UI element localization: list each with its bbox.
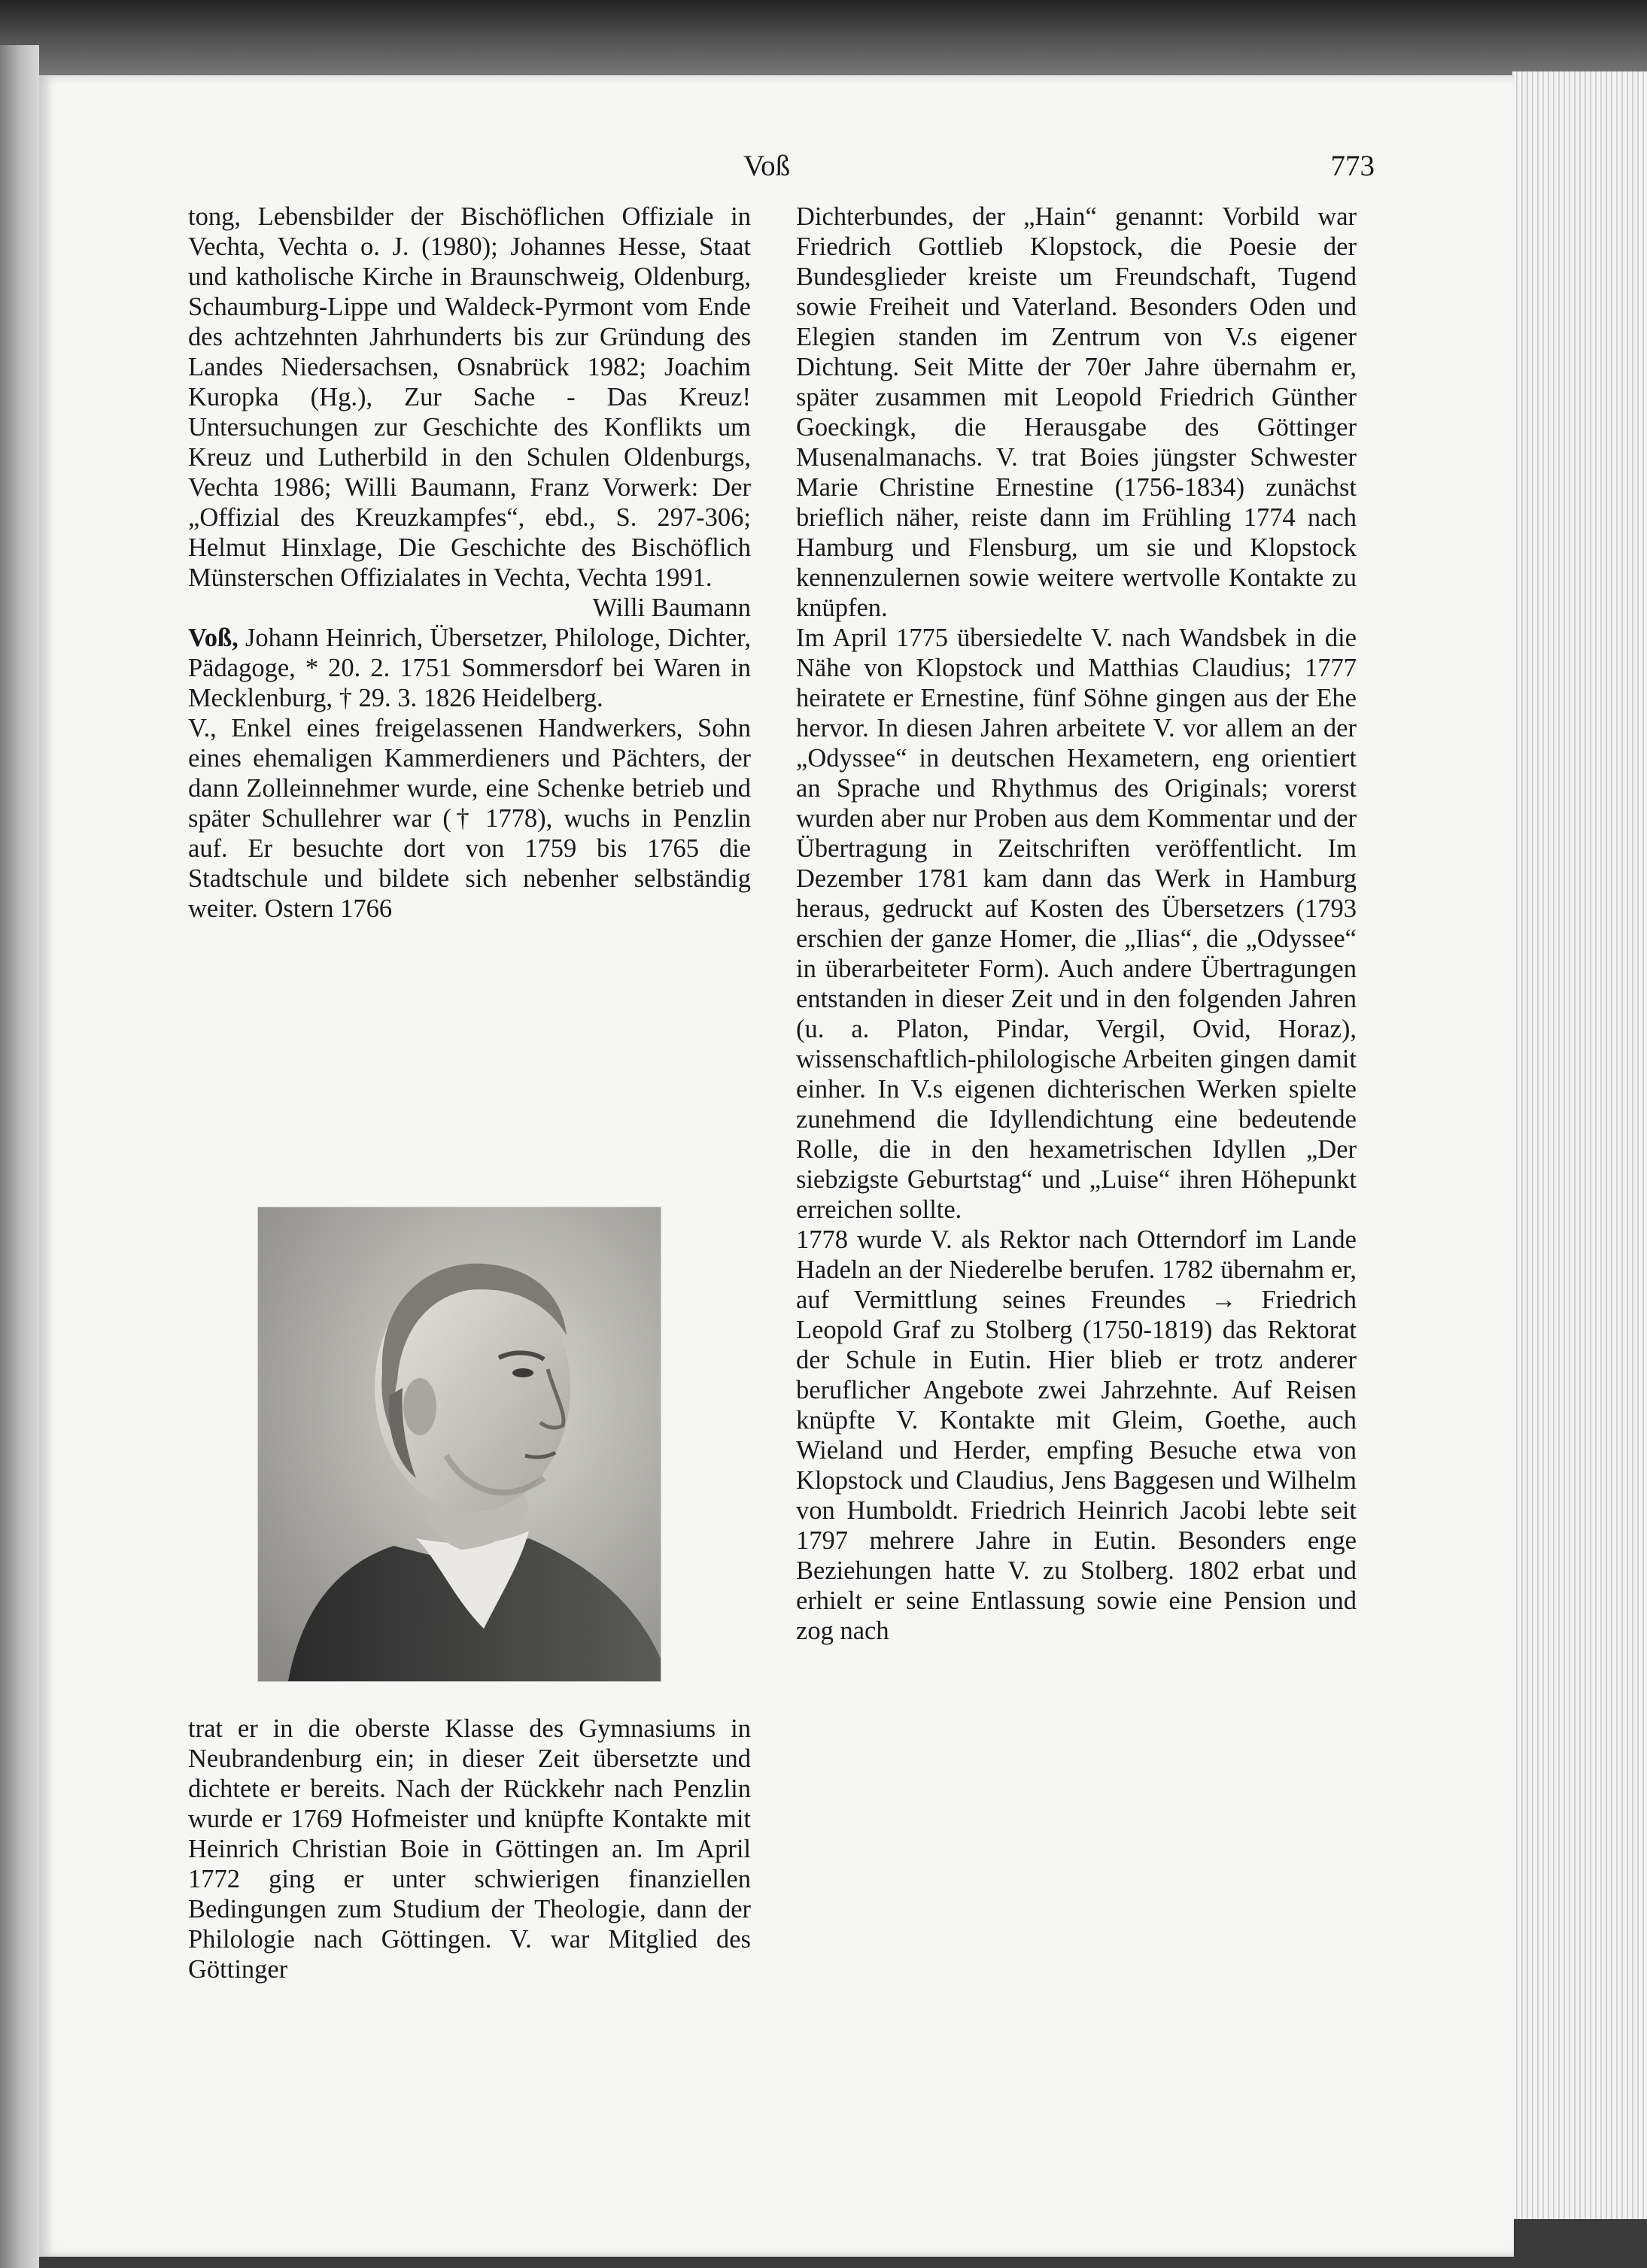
entry-header (188, 623, 751, 713)
left-column-top (188, 202, 751, 924)
running-header (0, 149, 1647, 194)
scan-top-band (0, 0, 1647, 75)
entry-name: Voß, (188, 624, 239, 652)
portrait-image (258, 1207, 661, 1681)
biography-paragraph-continued: trat er in die oberste Klasse des Gymnasiums in Neubrandenburg ein; in dieser Zeit übersetzte und dichtete er bereits. Nach der Rückkehr nach Penzlin wurde er 1769 Hofmeister und knüpfte Kontakte mit Heinrich Christian Boie in Göttingen an. Im April 1772 ging er unter schwierigen finanziellen Bedingungen zum Studium der Theologie, dann der Philologie nach Göttingen. V. war Mitglied des Göttinger (188, 1714, 751, 1984)
portrait-engraving (258, 1207, 661, 1681)
biography-paragraph: V., Enkel eines freigelassenen Handwerkers, Sohn eines ehemaligen Kammerdieners und Pächters, der dann Zolleinnehmer wurde, eine Schenke betrieb und später Schullehrer war († 1778), wuchs in Penzlin auf. Er besuchte dort von 1759 bis 1765 die Stadtschule und bildete sich nebenher selbständig weiter. Ostern 1766 (188, 714, 751, 923)
left-column-bottom (188, 1714, 751, 1984)
page-number: 773 (1330, 150, 1375, 182)
entry-intro: Johann Heinrich, Übersetzer, Philologe, Dichter, Pädagoge, * 20. 2. 1751 Sommersdorf bei Waren in Mecklenburg, † 29. 3. 1826 Heidelberg. (188, 624, 751, 712)
bibliography-text: tong, Lebensbilder der Bischöflichen Offiziale in Vechta, Vechta o. J. (1980); Johannes Hesse, Staat und katholische Kirche in Braunschweig, Oldenburg, Schaumburg-Lippe und Waldeck-Pyrmont vom Ende des achtzehnten Jahrhunderts bis zur Gründung des Landes Niedersachsen, Osnabrück 1982; Joachim Kuropka (Hg.), Zur Sache - Das Kreuz! Untersuchungen zur Geschichte des Konflikts um Kreuz und Lutherbild in den Schulen Oldenburgs, Vechta 1986; Willi Baumann, Franz Vorwerk: Der „Offizial des Kreuzkampfes“, ebd., S. 297-306; Helmut Hinxlage, Die Geschichte des Bischöflich Münsterschen Offizialates in Vechta, Vechta 1991. (188, 202, 751, 592)
right-column (796, 202, 1357, 1646)
right-paragraph-1: Dichterbundes, der „Hain“ genannt: Vorbild war Friedrich Gottlieb Klopstock, die Poesie der Bundesglieder kreiste um Freundschaft, Tugend sowie Freiheit und Vaterland. Besonders Oden und Elegien standen im Zentrum von V.s eigener Dichtung. Seit Mitte der 70er Jahre übernahm er, später zusammen mit Leopold Friedrich Günther Goeckingk, die Herausgabe des Göttinger Musenalmanachs. V. trat Boies jüngster Schwester Marie Christine Ernestine (1756-1834) zunächst brieflich näher, reiste dann im Frühling 1774 nach Hamburg und Flensburg, um sie und Klopstock kennenzulernen sowie weitere wertvolle Kontakte zu knüpfen. (796, 202, 1357, 622)
facing-page-edge (0, 45, 39, 2268)
running-title: Voß (743, 150, 791, 182)
book-page-edges (1512, 71, 1647, 2219)
right-paragraph-2: Im April 1775 übersiedelte V. nach Wandsbek in die Nähe von Klopstock und Matthias Claudius; 1777 heiratete er Ernestine, fünf Söhne gingen aus der Ehe hervor. In diesen Jahren arbeitete V. vor allem an der „Odyssee“ in deutschen Hexametern, eng orientiert an Sprache und Rhythmus des Originals; vorerst wurden aber nur Proben aus dem Kommentar und der Übertragung in Zeitschriften veröffentlicht. Im Dezember 1781 kam dann das Werk in Hamburg heraus, gedruckt auf Kosten des Übersetzers (1793 erschien der ganze Homer, die „Ilias“, die „Odyssee“ in überarbeiteter Form). Auch andere Übertragungen entstanden in dieser Zeit und in den folgenden Jahren (u. a. Platon, Pindar, Vergil, Ovid, Horaz), wissenschaftlich-philologische Arbeiten gingen damit einher. In V.s eigenen dichterischen Werken spielte zunehmend die Idyllendichtung eine bedeutende Rolle, die in den hexametrischen Idyllen „Der siebzigste Geburtstag“ und „Luise“ ihren Höhepunkt erreichen sollte. (796, 624, 1357, 1224)
right-paragraph-3: 1778 wurde V. als Rektor nach Otterndorf im Lande Hadeln an der Niederelbe berufen. 1782 übernahm er, auf Vermittlung seines Freundes → Friedrich Leopold Graf zu Stolberg (1750-1819) das Rektorat der Schule in Eutin. Hier blieb er trotz anderer beruflicher Angebote zwei Jahrzehnte. Auf Reisen knüpfte V. Kontakte mit Gleim, Goethe, auch Wieland und Herder, empfing Besuche etwa von Klopstock und Claudius, Jens Baggesen und Wilhelm von Humboldt. Friedrich Heinrich Jacobi lebte seit 1797 mehrere Jahre in Eutin. Besonders enge Beziehungen hatte V. zu Stolberg. 1802 erbat und erhielt er seine Entlassung sowie eine Pension und zog nach (796, 1225, 1357, 1645)
article-author: Willi Baumann (592, 594, 751, 622)
